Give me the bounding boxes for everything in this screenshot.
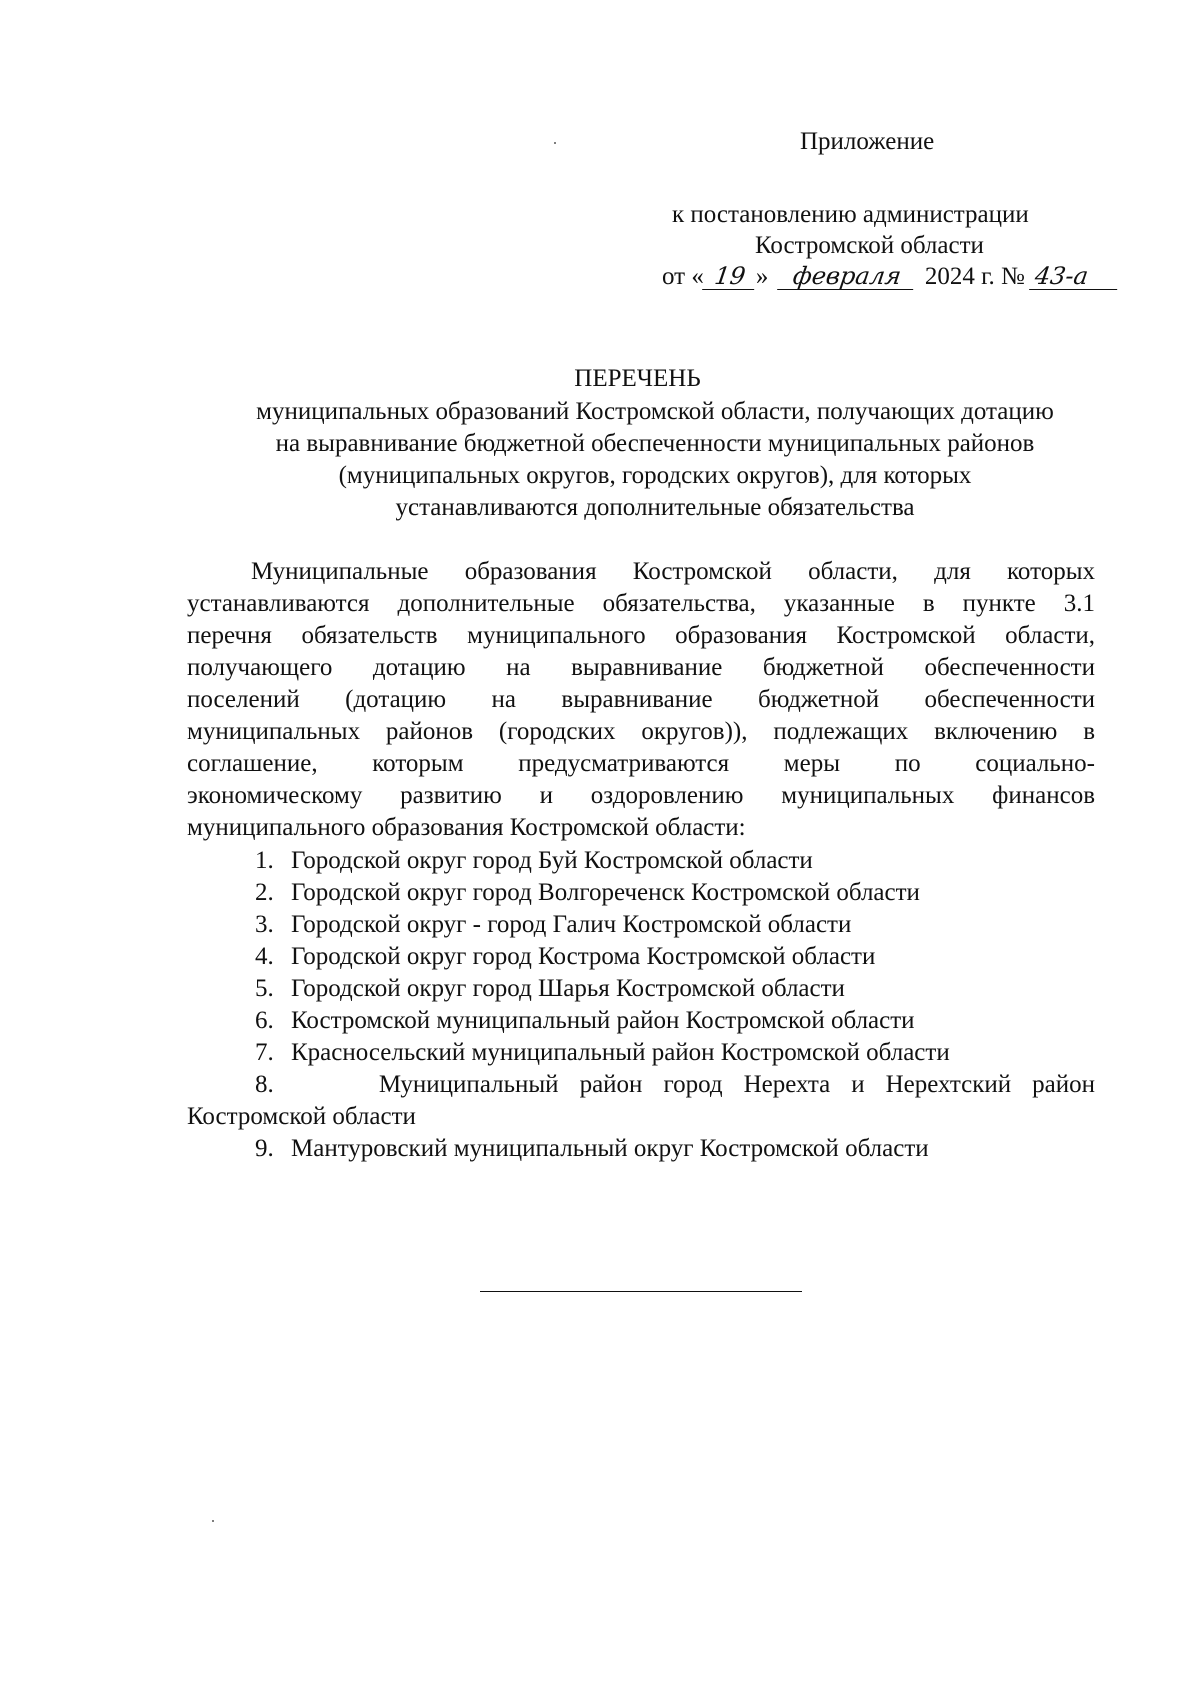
list-item-number: 8.: [255, 1071, 274, 1098]
resolution-reference: к постановлению администрации: [672, 201, 1029, 228]
list-item: [187, 877, 1095, 909]
list-item-number: 2.: [255, 879, 274, 906]
region-name: Костромской области: [755, 232, 984, 259]
list-item: [187, 941, 1095, 973]
subtitle-line: (муниципальных округов, городских округов), для которых: [338, 462, 972, 489]
list-item-number: 3.: [255, 911, 274, 938]
list-item: [187, 1037, 1095, 1069]
document-subtitle: [170, 396, 1140, 524]
list-item: [187, 1069, 1095, 1133]
list-item: [187, 1005, 1095, 1037]
paragraph-line: получающего дотацию на выравнивание бюджетной обеспеченности: [187, 654, 1095, 681]
list-item-number: 6.: [255, 1007, 274, 1034]
paragraph-line: перечня обязательств муниципального образования Костромской области,: [187, 622, 1095, 649]
municipality-list: [187, 845, 1095, 1165]
handwritten-day: 19: [702, 263, 758, 290]
paragraph-line: муниципального образования Костромской области:: [187, 814, 746, 841]
list-item-text: Муниципальный район город Нерехта и Нерехтский район: [378, 1071, 1095, 1098]
date-prefix: от «: [662, 263, 704, 290]
intro-paragraph: [187, 556, 1095, 844]
list-item-text-continued: Костромской области: [187, 1103, 416, 1130]
paragraph-line: экономическому развитию и оздоровлению муниципальных финансов: [187, 782, 1095, 809]
handwritten-month: февраля: [777, 263, 917, 290]
subtitle-line: на выравнивание бюджетной обеспеченности муниципальных районов: [275, 430, 1035, 457]
list-item-text: Костромской муниципальный район Костромской области: [291, 1007, 915, 1034]
list-item-number: 4.: [255, 943, 274, 970]
list-item-number: 9.: [255, 1135, 274, 1162]
list-item-text: Городской округ - город Галич Костромской области: [291, 911, 852, 938]
date-mid: »: [755, 263, 769, 290]
subtitle-line: муниципальных образований Костромской области, получающих дотацию: [256, 398, 1054, 425]
list-item-text: Городской округ город Волгореченск Костромской области: [291, 879, 920, 906]
paragraph-line: устанавливаются дополнительные обязательства, указанные в пункте 3.1: [187, 590, 1095, 617]
paragraph-line: соглашение, которым предусматриваются меры по социально-: [187, 750, 1095, 777]
list-item-number: 1.: [255, 847, 274, 874]
resolution-date-line: [662, 261, 1119, 293]
paragraph-line: Муниципальные образования Костромской области, для которых: [251, 558, 1095, 585]
paragraph-line: муниципальных районов (городских округов)), подлежащих включению в: [187, 718, 1095, 745]
list-item-text: Городской округ город Буй Костромской области: [291, 847, 813, 874]
list-item: [187, 845, 1095, 877]
list-item-number: 7.: [255, 1039, 274, 1066]
list-item-text: Красносельский муниципальный район Костромской области: [291, 1039, 950, 1066]
appendix-label: Приложение: [800, 128, 935, 155]
list-item-text: Городской округ город Шарья Костромской области: [291, 975, 845, 1002]
closing-rule: [480, 1291, 802, 1292]
list-item-line: [187, 1069, 1095, 1101]
paragraph-line: поселений (дотацию на выравнивание бюджетной обеспеченности: [187, 686, 1095, 713]
handwritten-doc-number: 43-а: [1029, 263, 1121, 290]
list-item-text: Городской округ город Кострома Костромской области: [291, 943, 876, 970]
scan-speck: [212, 1520, 214, 1522]
list-item-text: Мантуровский муниципальный округ Костромской области: [291, 1135, 929, 1162]
list-item: [187, 973, 1095, 1005]
subtitle-line: устанавливаются дополнительные обязательства: [395, 494, 915, 521]
scan-speck: [554, 142, 556, 144]
date-year: 2024 г. №: [924, 263, 1025, 290]
list-item: [187, 1133, 1095, 1165]
list-item-number: 5.: [255, 975, 274, 1002]
document-title: ПЕРЕЧЕНЬ: [574, 365, 701, 392]
list-item: [187, 909, 1095, 941]
